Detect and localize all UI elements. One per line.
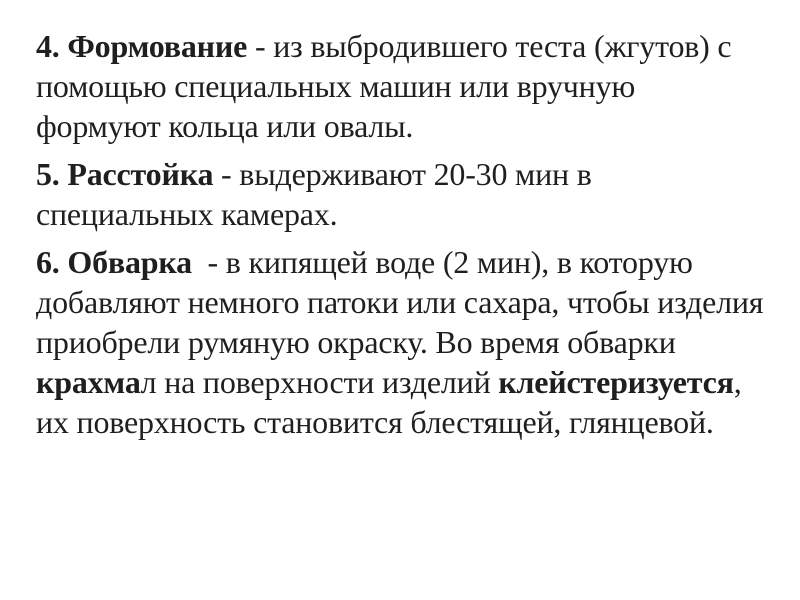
bold-kleysterizuetsya: клейстеризуется [498,364,734,400]
text-obvarka-2: л на поверхности изделий [140,364,499,400]
heading-rasstoyka: 5. Расстойка [36,156,214,192]
text-obvarka-1: - в кипящей воде (2 мин), в которую добавляют немного патоки или сахара, чтобы изделия приобрели румяную окраску. Во время обварки [36,244,772,360]
bold-krakhma: крахма [36,364,141,400]
heading-formovanie: 4. Формование [36,28,248,64]
slide-content [36,26,772,450]
text-formovanie: - из выбродившего теста (жгутов) с помощью специальных машин или вручную формуют кольца или овалы. [36,28,732,144]
paragraph-rasstoyka [36,154,766,234]
text-obvarka-3: , их поверхность становится блестящей, глянцевой. [36,364,742,440]
paragraph-formovanie [36,26,766,146]
paragraph-obvarka [36,242,772,442]
heading-obvarka: 6. Обварка [36,244,192,280]
text-rasstoyka: - выдерживают 20-30 мин в специальных камерах. [36,156,592,232]
